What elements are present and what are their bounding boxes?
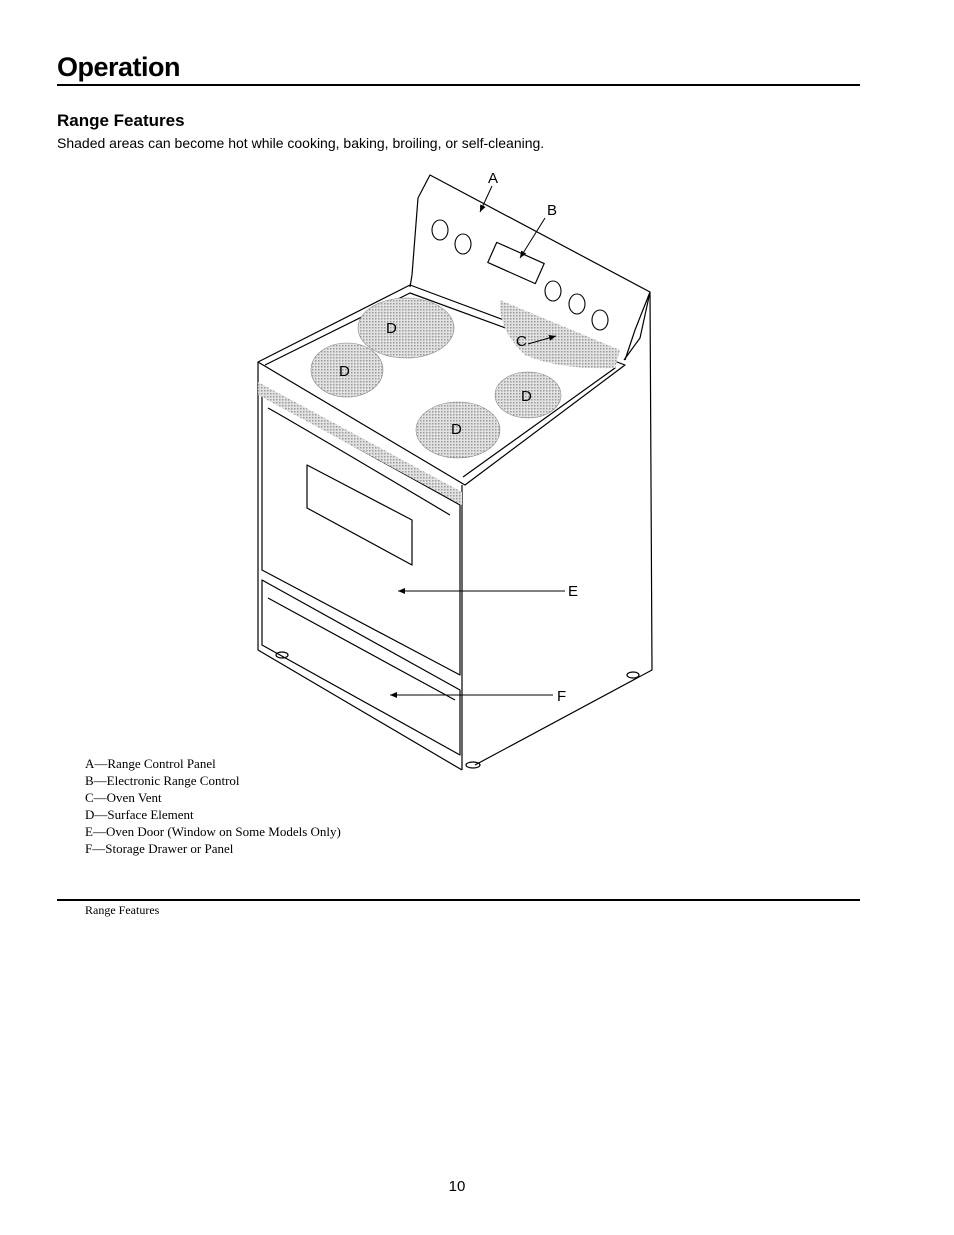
oven-window [307,465,412,565]
intro-text: Shaded areas can become hot while cooking, baking, broiling, or self-cleaning. [57,135,545,151]
legend-item: C—Oven Vent [85,790,162,805]
electronic-control [488,242,544,283]
title-rule [57,84,860,86]
storage-drawer [262,580,460,755]
figure-caption: Range Features [85,903,160,917]
legend-item: E—Oven Door (Window on Some Models Only) [85,824,341,839]
callout-f: F [557,688,567,705]
callout-d: D [521,388,532,405]
page-number: 10 [448,1178,466,1195]
caption-rule [57,899,860,901]
callout-c: C [516,333,527,350]
callout-e: E [568,583,579,600]
legend-item: D—Surface Element [85,807,194,822]
callout-d: D [386,320,397,337]
legend-item: B—Electronic Range Control [85,773,240,788]
legend-item: A—Range Control Panel [85,756,216,771]
figure-legend [85,755,341,857]
range-illustration [240,160,670,780]
callout-d: D [339,363,350,380]
page-title: Operation [57,52,181,82]
callout-a: A [488,170,499,187]
surface-element [358,298,454,358]
legend-item: F—Storage Drawer or Panel [85,841,234,856]
section-heading: Range Features [57,111,185,130]
callout-d: D [451,421,462,438]
callout-b: B [547,202,558,219]
